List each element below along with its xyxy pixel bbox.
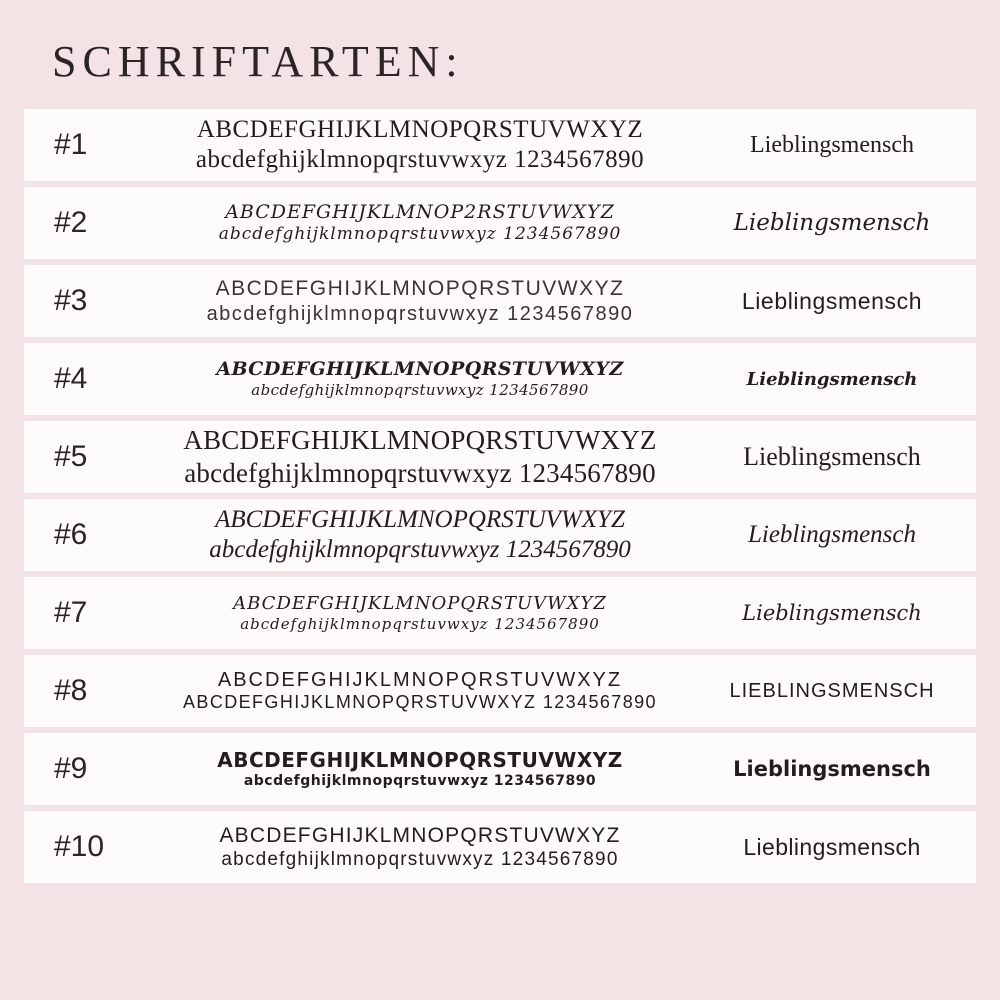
- font-alphabet: [134, 201, 706, 245]
- font-row[interactable]: [24, 421, 976, 493]
- font-row[interactable]: [24, 499, 976, 571]
- alphabet-uppercase: ABCDEFGHIJKLMNOPQRSTUVWXYZ: [217, 668, 623, 691]
- alphabet-lowercase: ABCDEFGHIJKLMNOPQRSTUVWXYZ 1234567890: [183, 692, 657, 713]
- font-sample-word: Lieblingsmensch: [743, 833, 921, 860]
- font-sample-word: Lieblingsmensch: [747, 521, 917, 548]
- alphabet-lowercase: abcdefghijklmnopqrstuvwxyz 1234567890: [218, 224, 622, 245]
- alphabet-uppercase: ABCDEFGHIJKLMNOPQRSTUVWXYZ: [215, 505, 625, 533]
- alphabet-lowercase: abcdefghijklmnopqrstuvwxyz 1234567890: [240, 614, 600, 633]
- font-alphabet: [134, 668, 706, 714]
- font-alphabet: [134, 115, 706, 176]
- font-row[interactable]: [24, 577, 976, 649]
- font-row[interactable]: [24, 811, 976, 883]
- page-title: SCHRIFTARTEN:: [52, 37, 464, 86]
- font-number: #6: [54, 518, 88, 551]
- font-number: #9: [54, 752, 88, 785]
- font-alphabet: [134, 358, 706, 399]
- font-number: #7: [54, 596, 88, 629]
- font-row[interactable]: [24, 187, 976, 259]
- font-number: #2: [54, 206, 88, 239]
- font-sample-word: Lieblingsmensch: [743, 442, 921, 471]
- alphabet-uppercase: ABCDEFGHIJKLMNOPQRSTUVWXYZ: [219, 823, 621, 847]
- font-alphabet: [134, 593, 706, 633]
- font-alphabet: [134, 823, 706, 872]
- font-list: [24, 109, 976, 883]
- font-number: #3: [54, 284, 88, 317]
- font-row[interactable]: [24, 733, 976, 805]
- alphabet-uppercase: ABCDEFGHIJKLMNOPQRSTUVWXYZ: [233, 592, 607, 614]
- font-number: #8: [54, 674, 88, 707]
- font-number: #1: [54, 128, 88, 161]
- font-row[interactable]: [24, 343, 976, 415]
- alphabet-lowercase: abcdefghijklmnopqrstuvwxyz 1234567890: [206, 302, 634, 325]
- font-sample-word: Lieblingsmensch: [742, 601, 922, 625]
- alphabet-uppercase: ABCDEFGHIJKLMNOP2RSTUVWXYZ: [225, 201, 615, 224]
- font-number: #5: [54, 440, 88, 473]
- font-sample-word: LIEBLINGSMENSCH: [729, 679, 935, 702]
- font-alphabet: [134, 424, 706, 490]
- font-row[interactable]: [24, 109, 976, 181]
- alphabet-lowercase: abcdefghijklmnopqrstuvwxyz 1234567890: [251, 381, 589, 400]
- font-row[interactable]: [24, 655, 976, 727]
- alphabet-lowercase: abcdefghijklmnopqrstuvwxyz 1234567890: [221, 849, 619, 871]
- font-sample-word: Lieblingsmensch: [746, 368, 918, 390]
- alphabet-lowercase: abcdefghijklmnopqrstuvwxyz 1234567890: [184, 458, 656, 488]
- font-alphabet: [134, 276, 706, 326]
- alphabet-uppercase: ABCDEFGHIJKLMNOPQRSTUVWXYZ: [196, 115, 644, 143]
- font-sample-word: Lieblingsmensch: [733, 757, 931, 781]
- alphabet-lowercase: abcdefghijklmnopqrstuvwxyz 1234567890: [243, 772, 597, 789]
- alphabet-uppercase: ABCDEFGHIJKLMNOPQRSTUVWXYZ: [183, 425, 657, 456]
- font-number: #4: [54, 362, 88, 395]
- alphabet-uppercase: ABCDEFGHIJKLMNOPQRSTUVWXYZ: [215, 277, 625, 300]
- font-row[interactable]: [24, 265, 976, 337]
- alphabet-uppercase: ABCDEFGHIJKLMNOPQRSTUVWXYZ: [217, 748, 623, 773]
- alphabet-lowercase: abcdefghijklmnopqrstuvwxyz 1234567890: [195, 146, 645, 173]
- font-sample-word: Lieblingsmensch: [741, 287, 923, 314]
- font-sample-word: Lieblingsmensch: [750, 131, 914, 158]
- font-alphabet: [134, 505, 706, 566]
- alphabet-uppercase: ABCDEFGHIJKLMNOPQRSTUVWXYZ: [216, 358, 624, 381]
- font-number: #10: [54, 830, 105, 863]
- font-alphabet: [134, 748, 706, 789]
- alphabet-lowercase: abcdefghijklmnopqrstuvwxyz 1234567890: [209, 536, 631, 563]
- font-sample-word: Lieblingsmensch: [733, 210, 931, 236]
